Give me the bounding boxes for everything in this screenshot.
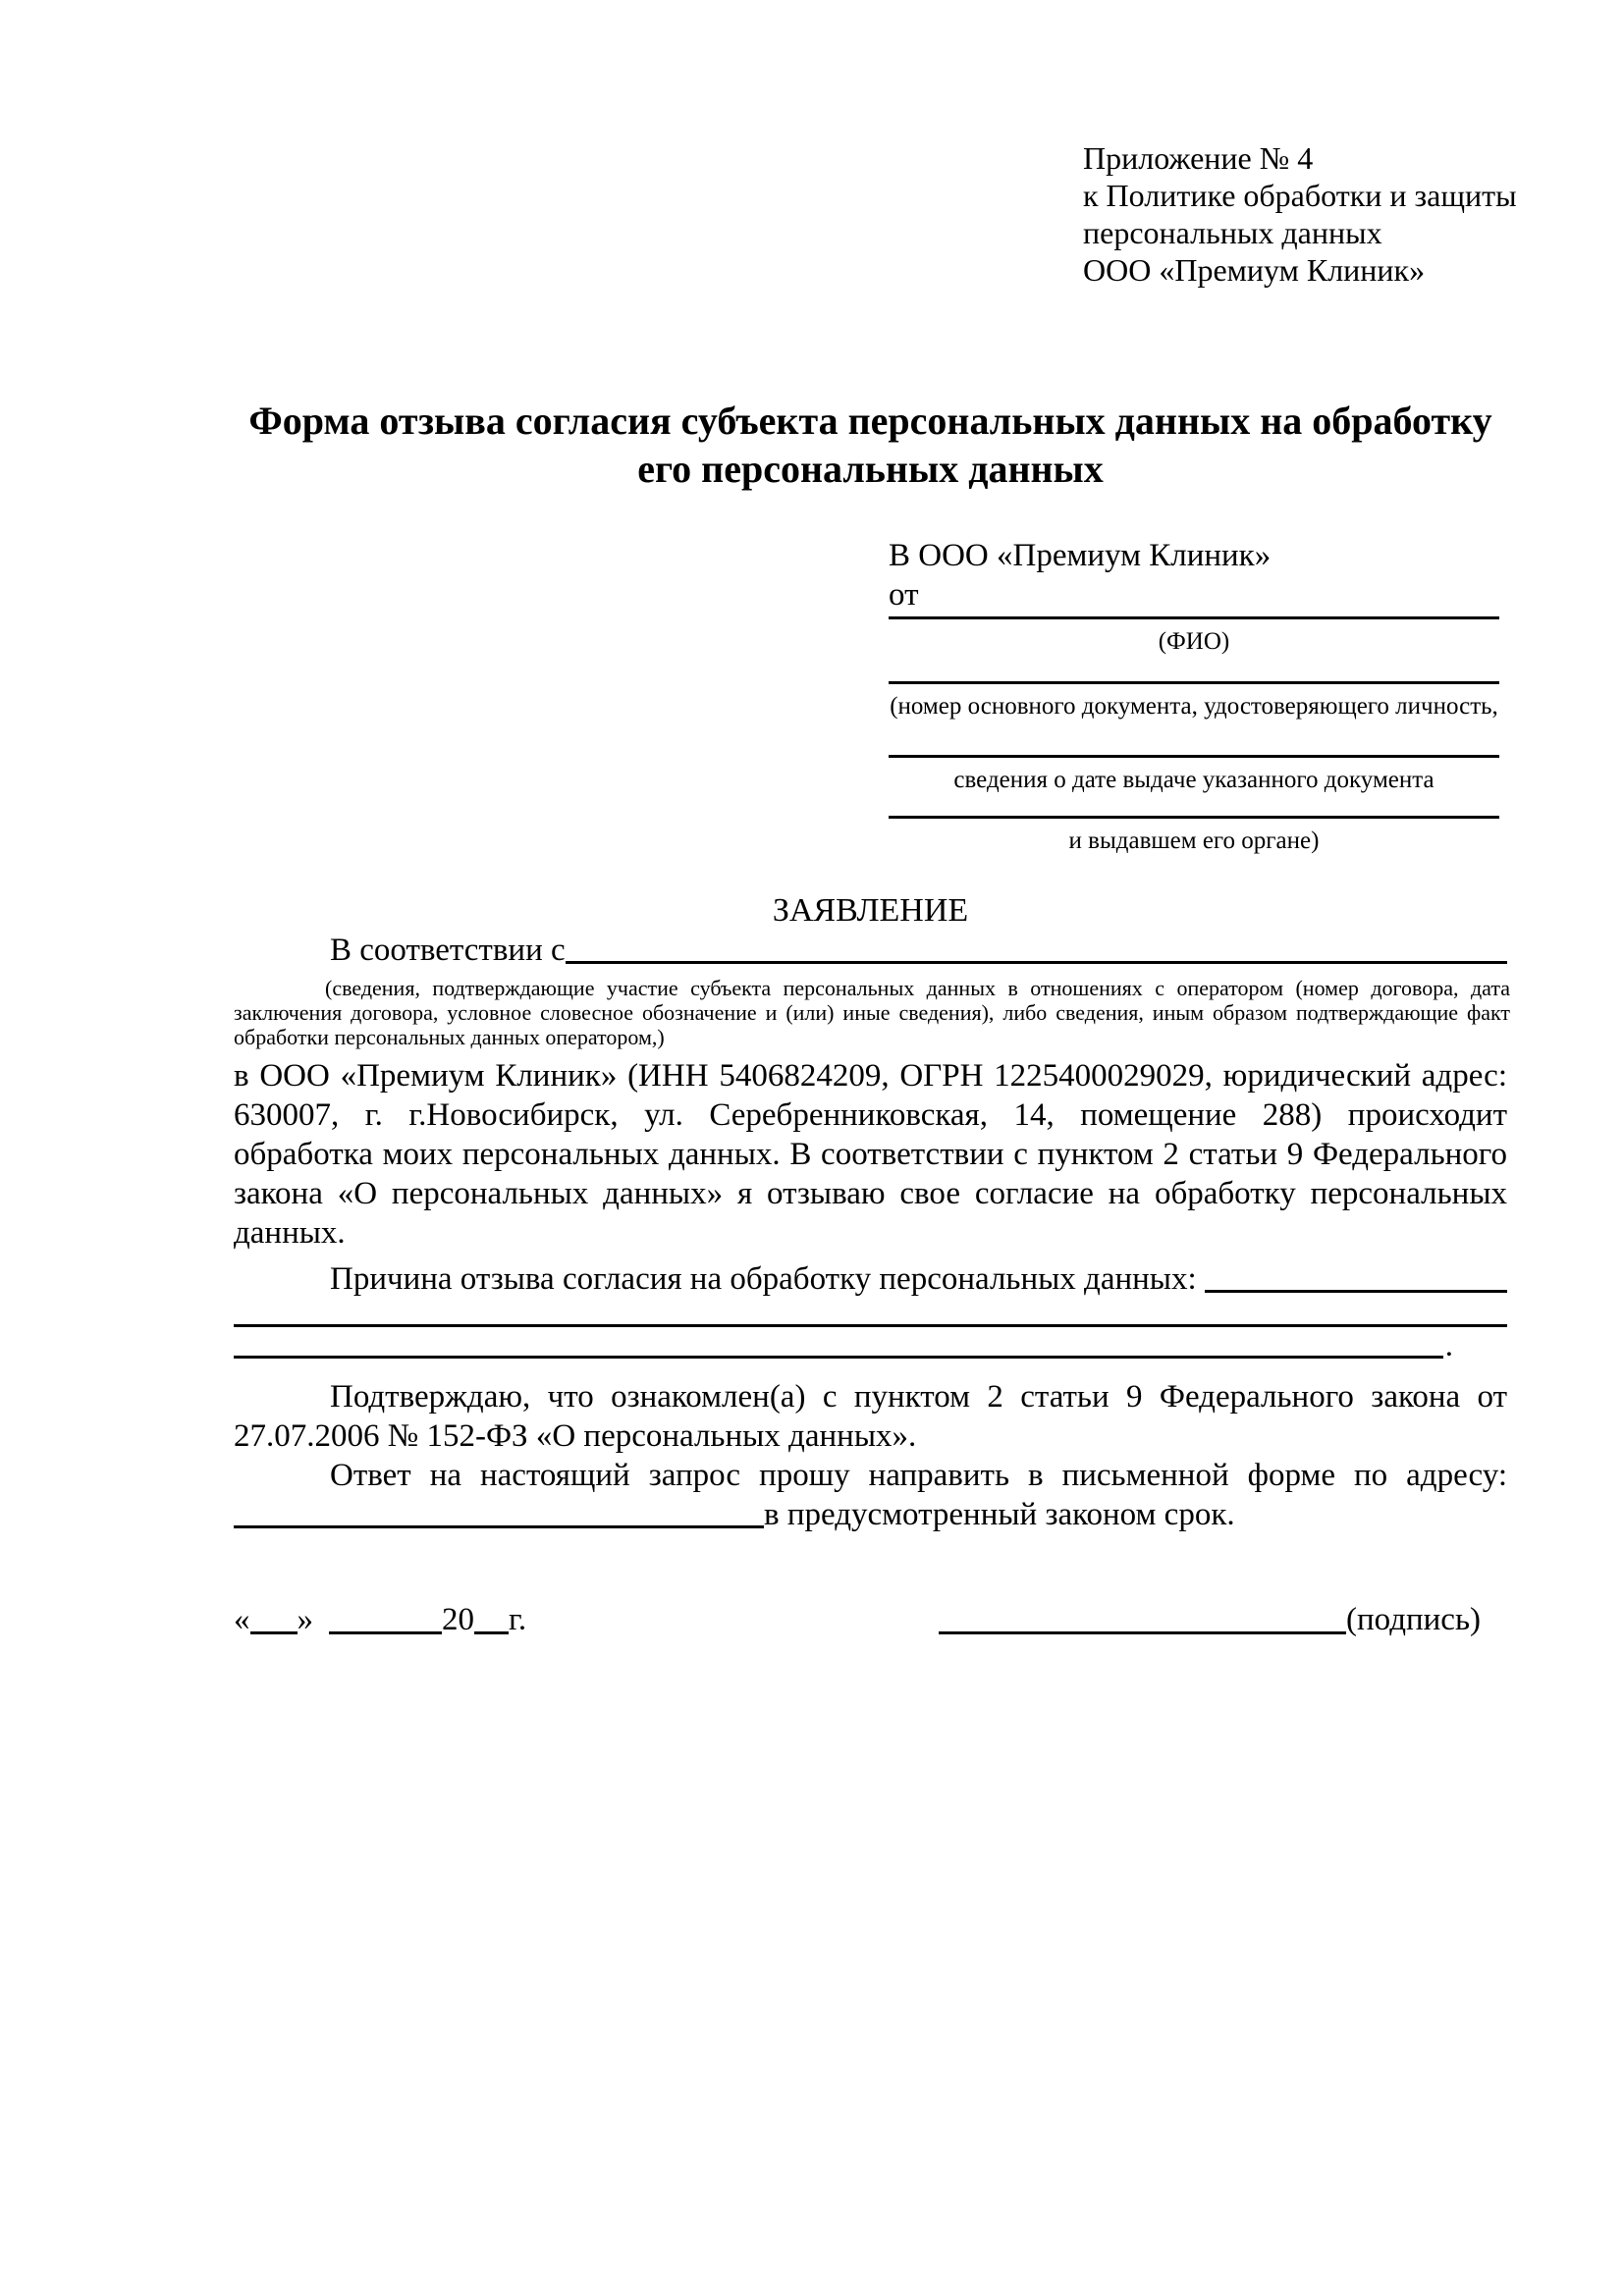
document-caption-2: сведения о дате выдаче указанного документа (953, 767, 1435, 793)
reason-label: Причина отзыва согласия на обработку персональных данных: (330, 1261, 1197, 1297)
reason-blank-line-3-rule (234, 1327, 1443, 1359)
intro-hint: (сведения, подтверждающие участие субъекта персональных данных в отношениях с оператором (номер договора, дата заключения договора, условное словесное обозначение и (или) иные сведения), либо сведения, иным образом подтверждающие факт обработки персональных данных оператором,) (234, 976, 1510, 1049)
signature-field (939, 1600, 1481, 1639)
recipient-block (889, 536, 1499, 855)
fio-caption: (ФИО) (1158, 628, 1230, 655)
recipient-organization: В ООО «Премиум Клиник» (889, 538, 1272, 573)
reply-tail: в предусмотренный законом срок. (764, 1497, 1235, 1532)
statement-body: в ООО «Премиум Клиник» (ИНН 5406824209, ОГРН 1225400029029, юридический адрес: 630007, г. г.Новосибирск, ул. Серебренниковская, 14, помещение 288) происходит обработка моих персональных данных. В соответствии с пунктом 2 статьи 9 Федерального закона «О персональных данных» я отзываю свое согласие на обработку персональных данных. (234, 1058, 1507, 1251)
reason-blank-line-3 (234, 1327, 1453, 1364)
document-caption-1: (номер основного документа, удостоверяющего личность, (890, 693, 1498, 720)
reason-period: . (1444, 1328, 1453, 1363)
basis-blank-line (566, 931, 1507, 964)
day-blank-line (250, 1604, 298, 1634)
document-caption-3: и выдавшем его органе) (1068, 828, 1320, 854)
address-blank-line (234, 1495, 764, 1528)
statement-heading: ЗАЯВЛЕНИЕ (772, 892, 969, 929)
appendix-note (1083, 139, 1517, 289)
date-field (234, 1600, 526, 1639)
year-suffix: г. (509, 1602, 527, 1637)
date-signature-row (234, 1600, 1481, 1639)
appendix-line-4: ООО «Премиум Клиник» (1083, 252, 1426, 288)
reason-row (234, 1259, 1507, 1299)
year-blank-line (474, 1604, 509, 1634)
appendix-line-3: персональных данных (1083, 215, 1382, 250)
recipient-from-label: от (889, 577, 919, 613)
signature-blank-line (939, 1604, 1346, 1634)
reason-blank-line-1 (1205, 1259, 1507, 1293)
month-blank-line (329, 1604, 442, 1634)
confirmation-paragraph: Подтверждаю, что ознакомлен(а) с пунктом 2 статьи 9 Федерального закона от 27.07.2006 № 152-ФЗ «О персональных данных». (234, 1379, 1507, 1454)
appendix-line-2: к Политике обработки и защиты (1083, 178, 1517, 213)
reply-request: Ответ на настоящий запрос прошу направить в письменной форме по адресу: (330, 1458, 1507, 1493)
reply-address-row (234, 1495, 1507, 1534)
date-quote-close: » (297, 1602, 313, 1637)
intro-row (234, 931, 1507, 970)
year-prefix: 20 (442, 1602, 474, 1637)
intro-prefix: В соответствии с (330, 933, 566, 968)
document-title: Форма отзыва согласия субъекта персональных данных на обработку его персональных данных (248, 399, 1492, 491)
appendix-line-1: Приложение № 4 (1083, 140, 1314, 176)
date-quote-open: « (234, 1602, 250, 1637)
signature-caption: (подпись) (1346, 1602, 1481, 1637)
